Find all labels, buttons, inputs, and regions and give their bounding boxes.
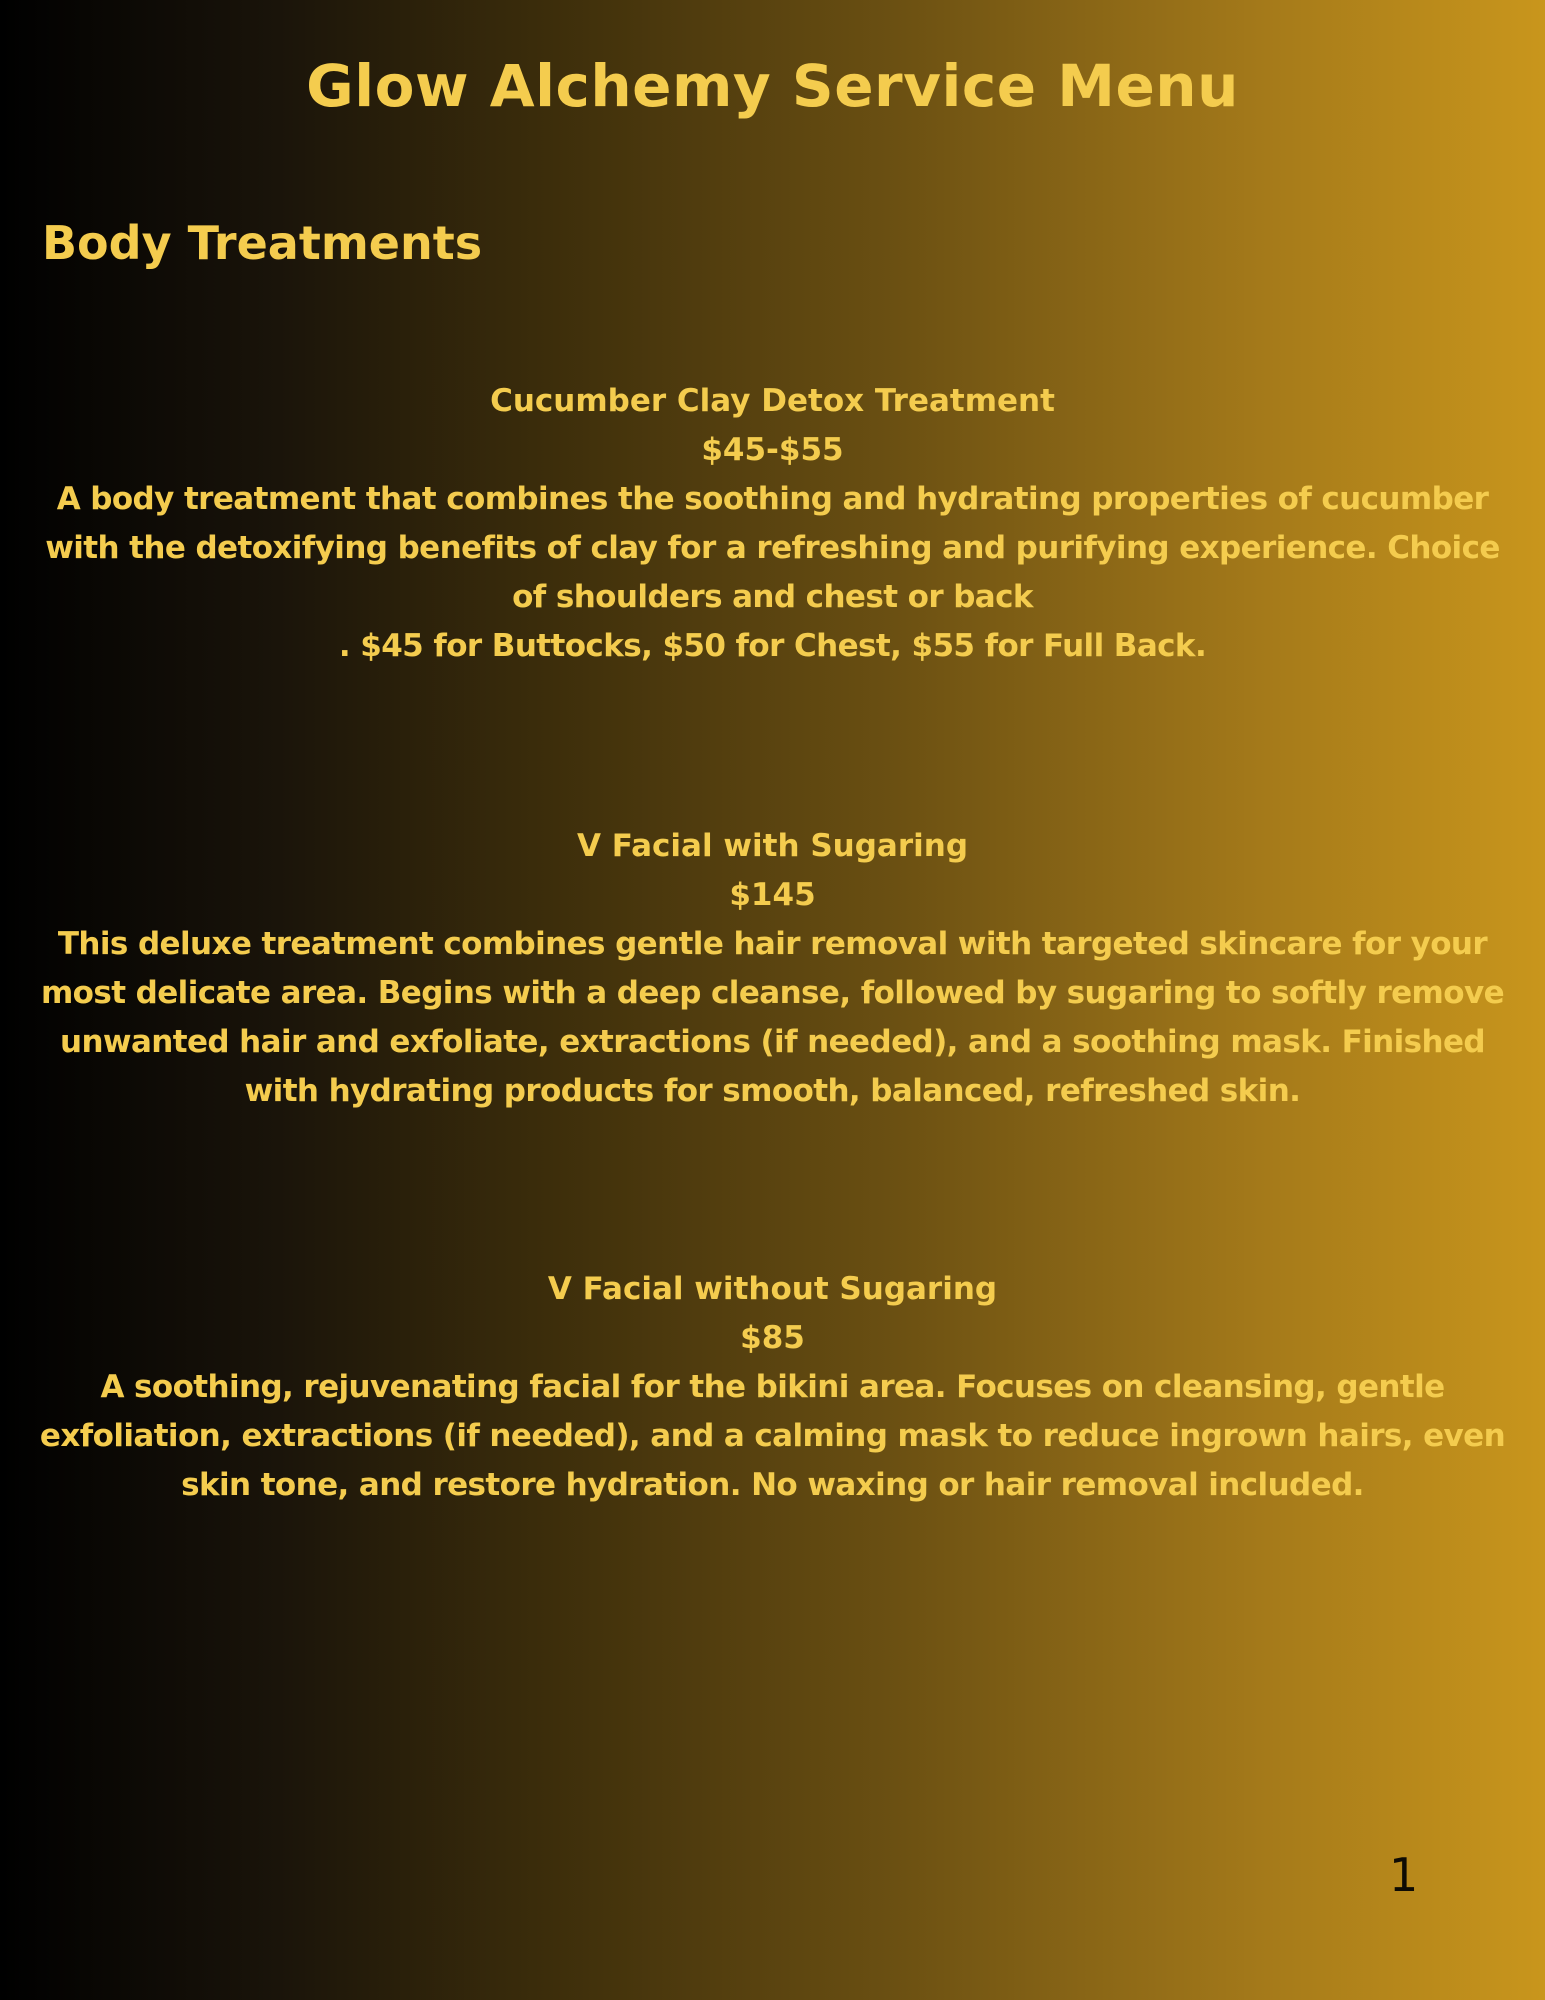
page-number: 1 bbox=[1389, 1848, 1419, 1902]
service-description-line: skin tone, and restore hydration. No waxing or hair removal included. bbox=[181, 1467, 1364, 1503]
service-description-line: most delicate area. Begins with a deep cleanse, followed by sugaring to softly remove bbox=[40, 975, 1504, 1011]
service-name: V Facial without Sugaring bbox=[547, 1271, 998, 1307]
service-v-facial-without-sugaring bbox=[30, 1265, 1515, 1510]
service-description-line: . $45 for Buttocks, $50 for Chest, $55 for Full Back. bbox=[338, 628, 1207, 664]
service-description-line: This deluxe treatment combines gentle hair removal with targeted skincare for your bbox=[57, 926, 1488, 962]
service-description-line: with hydrating products for smooth, balanced, refreshed skin. bbox=[244, 1073, 1301, 1109]
service-name: Cucumber Clay Detox Treatment bbox=[490, 383, 1055, 419]
service-description-line: of shoulders and chest or back bbox=[512, 579, 1033, 615]
section-heading-body-treatments: Body Treatments bbox=[42, 216, 483, 270]
service-description-line: with the detoxifying benefits of clay for a refreshing and purifying experience. Choice bbox=[45, 530, 1500, 566]
service-price: $145 bbox=[729, 877, 816, 913]
service-description-line: A body treatment that combines the soothing and hydrating properties of cucumber bbox=[56, 481, 1489, 517]
service-v-facial-with-sugaring bbox=[30, 822, 1515, 1116]
service-description-line: unwanted hair and exfoliate, extractions (if needed), and a soothing mask. Finished bbox=[59, 1024, 1486, 1060]
service-description-line: exfoliation, extractions (if needed), and a calming mask to reduce ingrown hairs, even bbox=[39, 1418, 1506, 1454]
service-cucumber-clay-detox bbox=[30, 377, 1515, 671]
service-price: $85 bbox=[740, 1320, 805, 1356]
service-description-line: A soothing, rejuvenating facial for the bikini area. Focuses on cleansing, gentle bbox=[100, 1369, 1445, 1405]
service-name: V Facial with Sugaring bbox=[576, 828, 969, 864]
page-title: Glow Alchemy Service Menu bbox=[306, 52, 1239, 120]
service-price: $45-$55 bbox=[701, 432, 844, 468]
